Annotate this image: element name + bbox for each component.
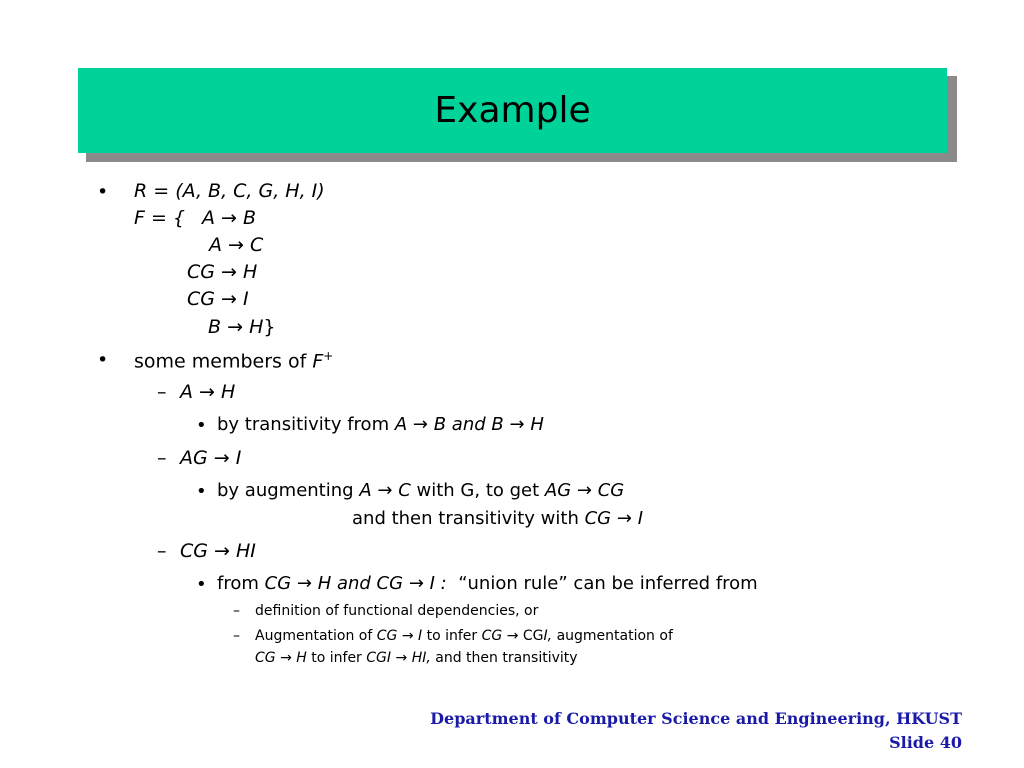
page-title: Example	[434, 90, 591, 131]
sub-item-1: definition of functional dependencies, or	[255, 603, 539, 619]
fd-4: CG → I	[187, 288, 249, 310]
dash-icon: –	[233, 628, 240, 644]
augmenting-reason: by augmenting A → C with G, to get AG → CG	[217, 480, 625, 501]
fd-set-close: }	[263, 316, 276, 338]
fd-1: A → B	[202, 207, 257, 229]
union-reason: from CG → H and CG → I : “union rule” can be inferred from	[217, 573, 758, 594]
transitivity-reason: by transitivity from A → B and B → H	[217, 414, 544, 435]
arrow-icon: →	[509, 414, 525, 435]
arrow-icon: →	[221, 207, 237, 229]
arrow-icon: →	[616, 508, 632, 529]
bullet-icon: •	[196, 574, 207, 595]
bullet-icon: •	[97, 181, 109, 203]
member-3: CG → HI	[180, 540, 256, 562]
dash-icon: –	[233, 603, 240, 619]
bullet-icon: •	[196, 481, 207, 502]
arrow-icon: →	[296, 573, 312, 594]
member-2: AG → I	[180, 447, 242, 469]
arrow-icon: →	[221, 288, 237, 310]
arrow-icon: →	[395, 650, 408, 666]
arrow-icon: →	[221, 261, 237, 283]
arrow-icon: →	[377, 480, 393, 501]
title-box	[78, 68, 947, 153]
dash-icon: –	[157, 540, 167, 562]
footer-department: Department of Computer Science and Engineering, HKUST	[430, 709, 962, 728]
relation-definition: R = (A, B, C, G, H, I)	[134, 180, 325, 202]
sub-item-2-cont: CG → H to infer CGI → HI, and then transitivity	[255, 650, 578, 666]
fd-set-label	[134, 209, 185, 228]
arrow-icon: →	[199, 381, 215, 403]
bullet-icon: •	[196, 415, 207, 436]
fd-3: CG → H	[187, 261, 258, 283]
arrow-icon: →	[412, 414, 428, 435]
fd-set-open: F = {	[134, 207, 186, 229]
arrow-icon: →	[408, 573, 424, 594]
sub-item-2: Augmentation of CG → I to infer CG → CGI, augmentation of	[255, 628, 673, 644]
augmenting-reason-cont: and then transitivity with CG → I	[352, 508, 644, 529]
dash-icon: –	[157, 381, 167, 403]
arrow-icon: →	[280, 650, 292, 666]
bullet-icon: •	[97, 349, 109, 371]
arrow-icon: →	[401, 628, 414, 644]
member-1: A → H	[180, 381, 236, 403]
arrow-icon: →	[228, 234, 244, 256]
arrow-icon: →	[576, 480, 592, 501]
arrow-icon: →	[213, 447, 230, 469]
members-heading: some members of F+	[134, 349, 334, 373]
arrow-icon: →	[506, 628, 519, 644]
fd-5: B → H}	[208, 316, 276, 338]
footer-slide-number: Slide 40	[889, 733, 962, 752]
arrow-icon: →	[214, 540, 230, 562]
dash-icon: –	[157, 447, 167, 469]
fd-2: A → C	[209, 234, 264, 256]
arrow-icon: →	[227, 316, 244, 338]
